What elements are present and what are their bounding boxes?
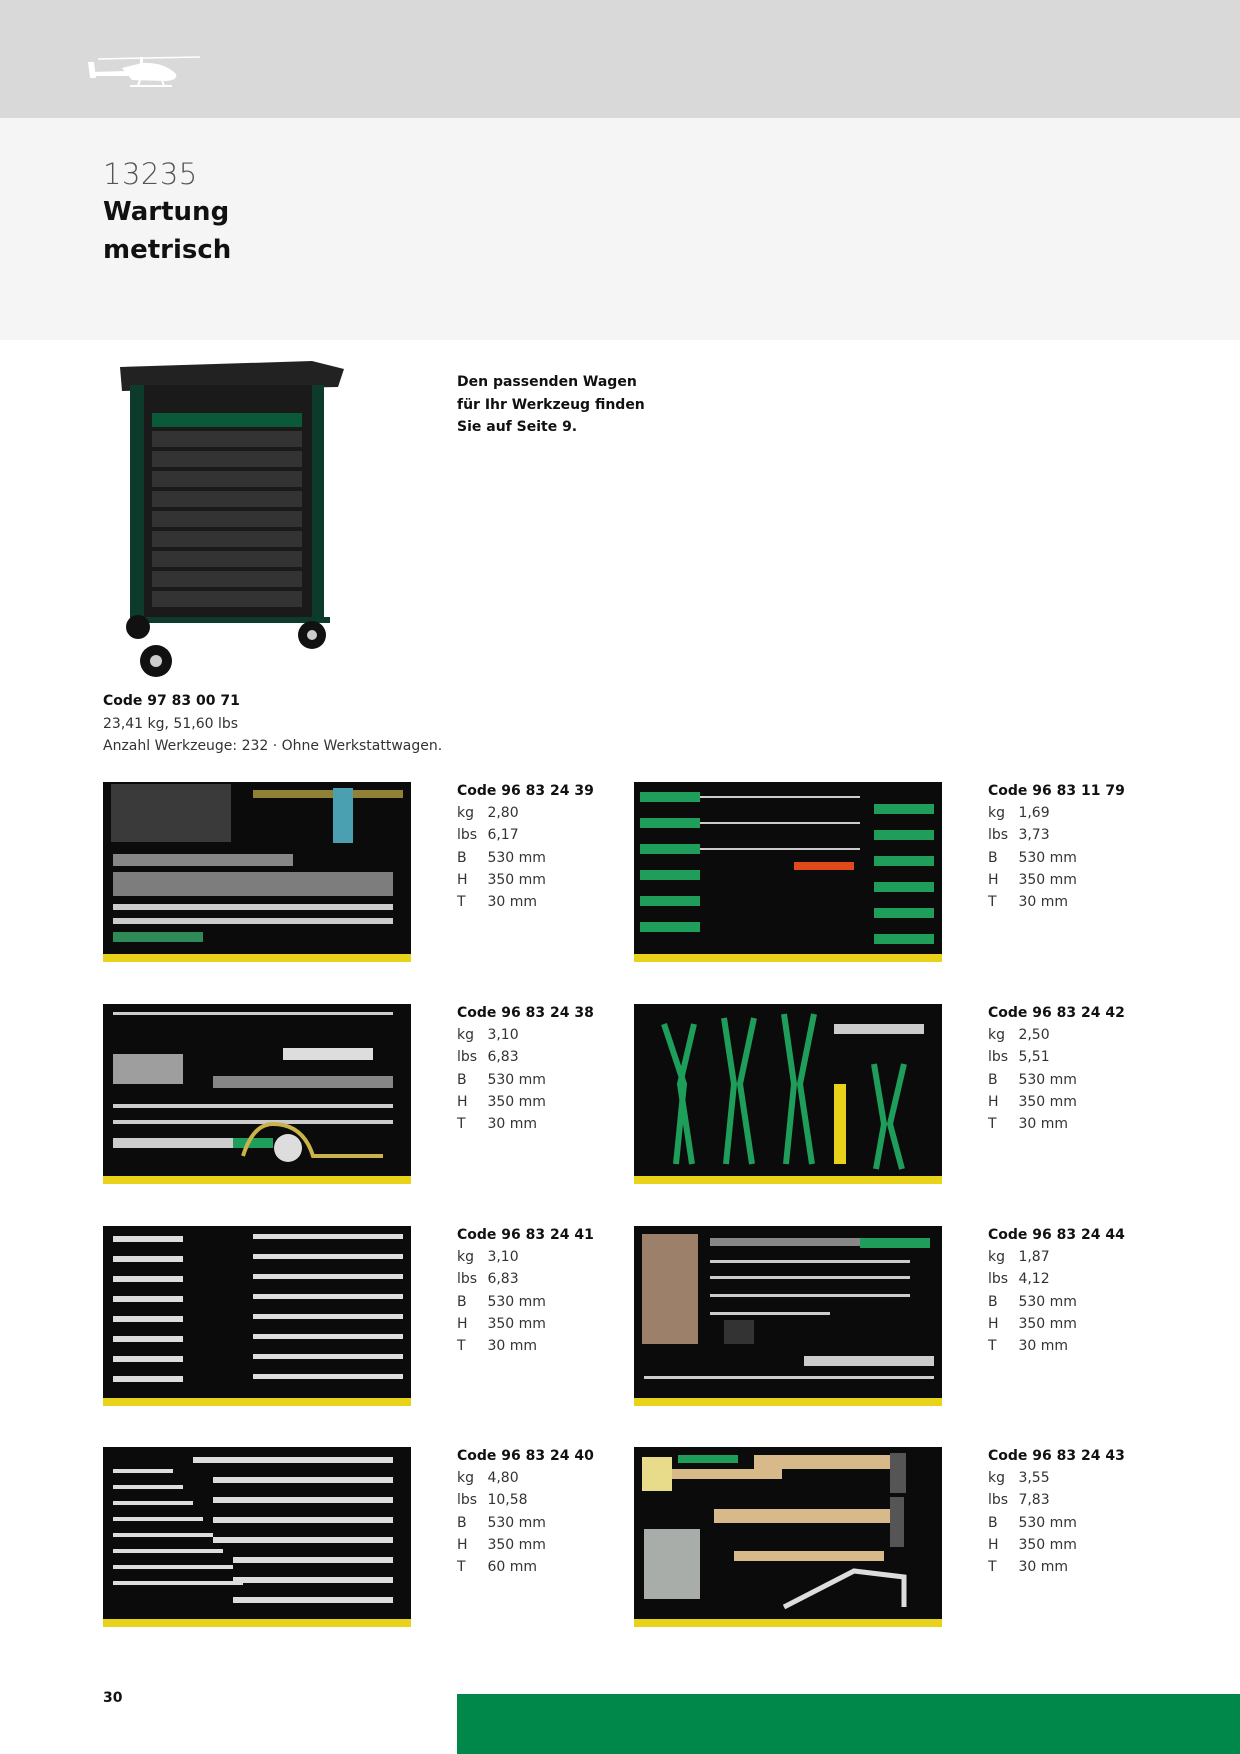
spec-label: lbs <box>988 1271 1009 1288</box>
set-title <box>103 193 231 269</box>
tray-image-sockets <box>103 782 411 962</box>
spec-value: 350 mm <box>487 1093 546 1110</box>
main-product-details: Anzahl Werkzeuge: 232 · Ohne Werkstattwagen. <box>103 738 443 754</box>
tool-cart-image <box>112 355 352 685</box>
spec-label: kg <box>988 805 1005 822</box>
main-product-code: Code 97 83 00 71 <box>103 693 240 709</box>
spec-value: 30 mm <box>1018 1116 1068 1133</box>
spec-label: T <box>988 894 997 911</box>
spec-value: 30 mm <box>487 1338 537 1355</box>
spec-value: 350 mm <box>1018 871 1077 888</box>
spec-label: lbs <box>457 1049 478 1066</box>
tray-image-screwdrivers <box>634 782 942 962</box>
spec-value: 6,83 <box>487 1049 519 1066</box>
title-line: metrisch <box>103 235 232 265</box>
spec-value: 3,10 <box>487 1249 519 1266</box>
header-band <box>0 0 1240 118</box>
spec-value: 530 mm <box>487 1071 546 1088</box>
spec-value: 5,51 <box>1018 1049 1050 1066</box>
spec-value: 530 mm <box>487 1293 546 1310</box>
spec-label: lbs <box>988 1492 1009 1509</box>
tray-code: Code 96 83 11 79 <box>988 783 1125 799</box>
spec-label: H <box>988 1093 999 1110</box>
spec-value: 350 mm <box>1018 1093 1077 1110</box>
tray-specs <box>457 1002 594 1135</box>
spec-label: B <box>988 1293 998 1310</box>
main-product-weight: 23,41 kg, 51,60 lbs <box>103 715 239 732</box>
spec-label: kg <box>988 1027 1005 1044</box>
set-number: 13235 <box>103 157 198 191</box>
spec-label: lbs <box>457 1492 478 1509</box>
spec-label: T <box>457 894 466 911</box>
spec-value: 530 mm <box>1018 849 1077 866</box>
spec-label: B <box>988 849 998 866</box>
spec-label: T <box>457 1116 466 1133</box>
tray-code: Code 96 83 24 39 <box>457 783 594 799</box>
spec-label: H <box>457 1315 468 1332</box>
spec-label: T <box>988 1116 997 1133</box>
spec-value: 530 mm <box>1018 1293 1077 1310</box>
spec-label: B <box>457 1514 467 1531</box>
tray-specs <box>988 1445 1125 1578</box>
tray-image-hammers <box>634 1447 942 1627</box>
spec-value: 4,12 <box>1018 1271 1050 1288</box>
tray-specs <box>457 1224 594 1357</box>
spec-value: 3,10 <box>487 1027 519 1044</box>
spec-value: 6,83 <box>487 1271 519 1288</box>
spec-label: T <box>457 1559 466 1576</box>
tray-code: Code 96 83 24 43 <box>988 1448 1125 1464</box>
spec-label: B <box>457 1293 467 1310</box>
spec-label: B <box>988 1071 998 1088</box>
tray-specs <box>988 780 1125 913</box>
tray-specs <box>988 1224 1125 1357</box>
spec-value: 6,17 <box>487 827 519 844</box>
spec-label: H <box>457 1536 468 1553</box>
spec-label: lbs <box>457 827 478 844</box>
spec-value: 30 mm <box>1018 894 1068 911</box>
spec-value: 530 mm <box>487 1514 546 1531</box>
spec-label: B <box>988 1514 998 1531</box>
tray-code: Code 96 83 24 41 <box>457 1227 594 1243</box>
spec-value: 3,73 <box>1018 827 1050 844</box>
spec-label: lbs <box>988 827 1009 844</box>
helicopter-icon <box>86 54 202 92</box>
spec-value: 350 mm <box>487 1536 546 1553</box>
main-product-info <box>103 690 442 758</box>
tray-image-files <box>634 1226 942 1406</box>
tray-code: Code 96 83 24 44 <box>988 1227 1125 1243</box>
spec-label: kg <box>457 1249 474 1266</box>
spec-value: 2,50 <box>1018 1027 1050 1044</box>
tray-code: Code 96 83 24 42 <box>988 1005 1125 1021</box>
note-line: Sie auf Seite 9. <box>457 419 578 435</box>
spec-value: 60 mm <box>487 1559 537 1576</box>
spec-value: 2,80 <box>487 805 519 822</box>
note-line: Den passenden Wagen <box>457 374 637 390</box>
spec-label: lbs <box>457 1271 478 1288</box>
spec-value: 1,87 <box>1018 1249 1050 1266</box>
spec-label: T <box>457 1338 466 1355</box>
spec-value: 30 mm <box>1018 1559 1068 1576</box>
page-number: 30 <box>103 1690 123 1706</box>
spec-value: 3,55 <box>1018 1470 1050 1487</box>
spec-label: H <box>988 1315 999 1332</box>
spec-label: lbs <box>988 1049 1009 1066</box>
spec-value: 30 mm <box>1018 1338 1068 1355</box>
title-line: Wartung <box>103 197 230 227</box>
spec-label: kg <box>988 1470 1005 1487</box>
tray-code: Code 96 83 24 38 <box>457 1005 594 1021</box>
spec-label: T <box>988 1559 997 1576</box>
spec-label: H <box>988 1536 999 1553</box>
spec-value: 30 mm <box>487 894 537 911</box>
spec-value: 530 mm <box>1018 1071 1077 1088</box>
note-line: für Ihr Werkzeug finden <box>457 396 645 413</box>
spec-value: 7,83 <box>1018 1492 1050 1509</box>
tray-image-ring-spanners <box>103 1447 411 1627</box>
footer-brand-bar <box>457 1694 1240 1754</box>
spec-value: 350 mm <box>487 1315 546 1332</box>
tray-specs <box>988 1002 1125 1135</box>
spec-value: 530 mm <box>487 849 546 866</box>
spec-label: B <box>457 849 467 866</box>
spec-value: 4,80 <box>487 1470 519 1487</box>
spec-label: H <box>988 871 999 888</box>
tray-image-ratchets <box>103 1004 411 1184</box>
spec-label: kg <box>988 1249 1005 1266</box>
spec-value: 10,58 <box>487 1492 528 1509</box>
spec-label: B <box>457 1071 467 1088</box>
tray-image-pliers <box>634 1004 942 1184</box>
tray-image-spanners <box>103 1226 411 1406</box>
spec-label: kg <box>457 1470 474 1487</box>
spec-label: kg <box>457 805 474 822</box>
spec-label: T <box>988 1338 997 1355</box>
spec-value: 350 mm <box>1018 1315 1077 1332</box>
spec-label: H <box>457 871 468 888</box>
spec-value: 30 mm <box>487 1116 537 1133</box>
spec-value: 530 mm <box>1018 1514 1077 1531</box>
spec-label: H <box>457 1093 468 1110</box>
spec-value: 350 mm <box>1018 1536 1077 1553</box>
tray-code: Code 96 83 24 40 <box>457 1448 594 1464</box>
spec-value: 1,69 <box>1018 805 1050 822</box>
tray-specs <box>457 780 594 913</box>
spec-label: kg <box>457 1027 474 1044</box>
trolley-note <box>457 371 645 439</box>
tray-specs <box>457 1445 594 1578</box>
spec-value: 350 mm <box>487 871 546 888</box>
